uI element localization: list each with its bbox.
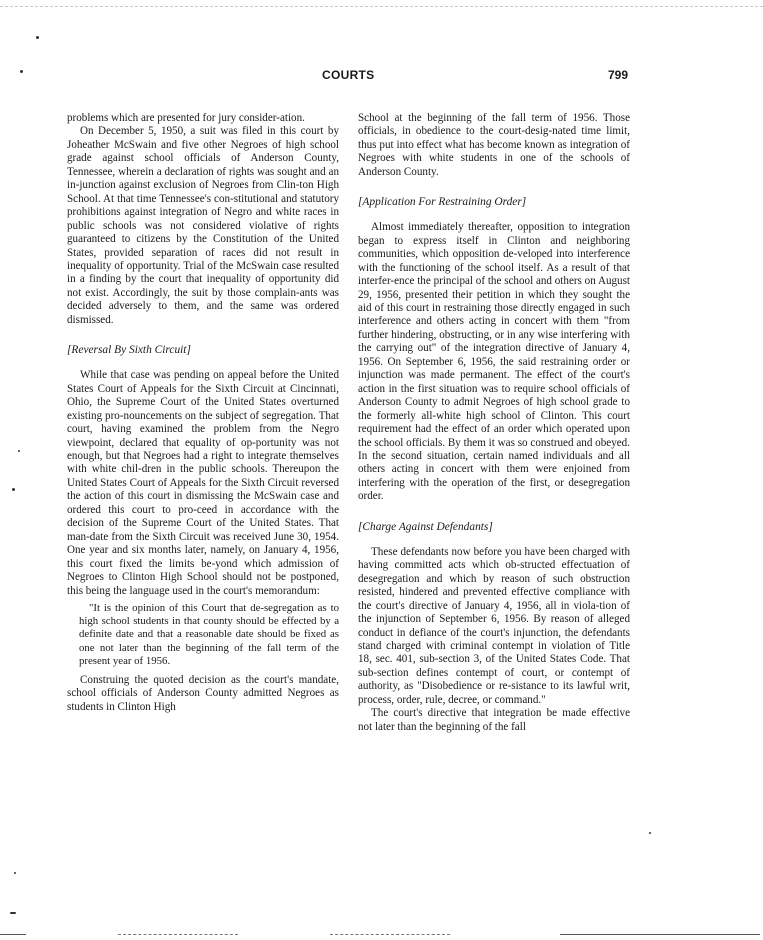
- bottom-rule: [0, 934, 26, 935]
- scan-speck: [12, 488, 15, 491]
- section-heading: [Reversal By Sixth Circuit]: [67, 344, 191, 357]
- block-quote: [79, 602, 339, 668]
- paragraph: Construing the quoted decision as the court's mandate, school officials of Anderson County admitted Negroes as students in Clinton High: [67, 673, 339, 713]
- scan-speck: [649, 832, 651, 834]
- running-head: COURTS: [322, 68, 375, 82]
- section-heading: [Charge Against Defendants]: [358, 520, 493, 533]
- page-number: 799: [608, 68, 629, 82]
- paragraph: The court's directive that integration be made effective not later than the beginning of the fall: [358, 707, 630, 733]
- paragraph: problems which are presented for jury consider-ation.: [67, 112, 305, 124]
- quote-text: "It is the opinion of this Court that de-segregation as to high school students in that county should be effected by a definite date and that a reasonable date should be fixed as one not later than the beginning of the fall term of the present year of 1956.: [79, 601, 339, 667]
- bottom-rule: [330, 934, 450, 935]
- left-column: [67, 112, 339, 714]
- paragraph: Almost immediately thereafter, opposition to integration began to express itself in Clinton and neighboring communities, which opposition de-veloped into interference with the functioning of the school itself. As a result of that interfer-ence the principal of the school and others on August 29, 1956, presented their petition in which they sought the aid of this court in restraining those directly engaged in such interference and others acting in concert with them "from further hindering, obstructing, or in any wise interfering with the carrying out" of the integration directive of January 4, 1956. On September 6, 1956, the said restraining order or injunction was made permanent. The effect of the court's action in the first situation was to require school officials of Anderson County to admit Negroes of high school grade to the formerly all-white high school of Clinton. This court requirement had the effect of an order which operated upon the school officials. By them it was so construed and obeyed. In the second situation, certain named individuals and all others acting in concert with them were enjoined from interfering with the operation of the first, or desegregation order.: [358, 221, 630, 503]
- scan-speck: [36, 36, 39, 39]
- paragraph: School at the beginning of the fall term of 1956. Those officials, in obedience to the court-desig-nated time limit, thus put into effect what has become known as integration of Negroes with white students in one of the schools of Anderson County.: [358, 112, 630, 178]
- right-column: [358, 112, 630, 734]
- scan-speck: [10, 912, 16, 914]
- page-top-edge: [0, 6, 763, 7]
- bottom-rule: [560, 934, 760, 935]
- bottom-rule: [118, 934, 238, 935]
- paragraph: On December 5, 1950, a suit was filed in this court by Joheather McSwain and five other Negroes of high school grade against school officials of Anderson County, Tennessee, wherein a declaration of rights was sought and an in-junction against exclusion of Negroes from Clin-ton High School. At that time Tennessee's con-stitutional and statutory prohibitions against integration of Negro and white races in public schools was not considered violative of rights guaranteed to citizens by the Constitution of the United States, provided separation of races did not result in inequality of opportunity. Trial of the McSwain case resulted in a finding by the court that inequality of opportunity did not exist. Accordingly, the suit by those complain-ants was decided adversely to them, and the same was ordered dismissed.: [67, 125, 339, 326]
- scan-speck: [14, 872, 16, 874]
- scan-speck: [18, 450, 20, 452]
- scan-speck: [20, 70, 23, 73]
- page-header: [0, 68, 763, 86]
- paragraph: These defendants now before you have been charged with having committed acts which ob-structed effectuation of desegregation and which by reason of such obstruction resisted, hindered and prevented effective compliance with the court's directive of January 4, 1956, all in viola-tion of the injunction of September 6, 1956. By reason of alleged conduct in defiance of the court's injunction, the defendants stand charged with criminal contempt in violation of Title 18, sec. 401, sub-section 3, of the United States Code. That sub-section defines contempt of court, or contempt of authority, as "Disobedience or re-sistance to its lawful writ, process, order, rule, decree, or command.": [358, 545, 630, 706]
- section-heading: [Application For Restraining Order]: [358, 196, 527, 209]
- paragraph: While that case was pending on appeal before the United States Court of Appeals for the Sixth Circuit at Cincinnati, Ohio, the Supreme Court of the United States overturned existing pro-nouncements on the subject of segregation. That court, having examined the problem from the Negro viewpoint, declared that equality of op-portunity was not enough, but that Negroes had a right to integrate themselves with white chil-dren in the public schools. Thereupon the United States Court of Appeals for the Sixth Circuit reversed the action of this court in dismissing the McSwain case and ordered this court to pro-ceed in accordance with the decision of the Supreme Court of the United States. That man-date from the Sixth Circuit was received June 30, 1954. One year and six months later, namely, on January 4, 1956, this court fixed the limits be-yond which admission of Negroes to Clinton High School should not be postponed, this being the language used in the court's memorandum:: [67, 369, 339, 597]
